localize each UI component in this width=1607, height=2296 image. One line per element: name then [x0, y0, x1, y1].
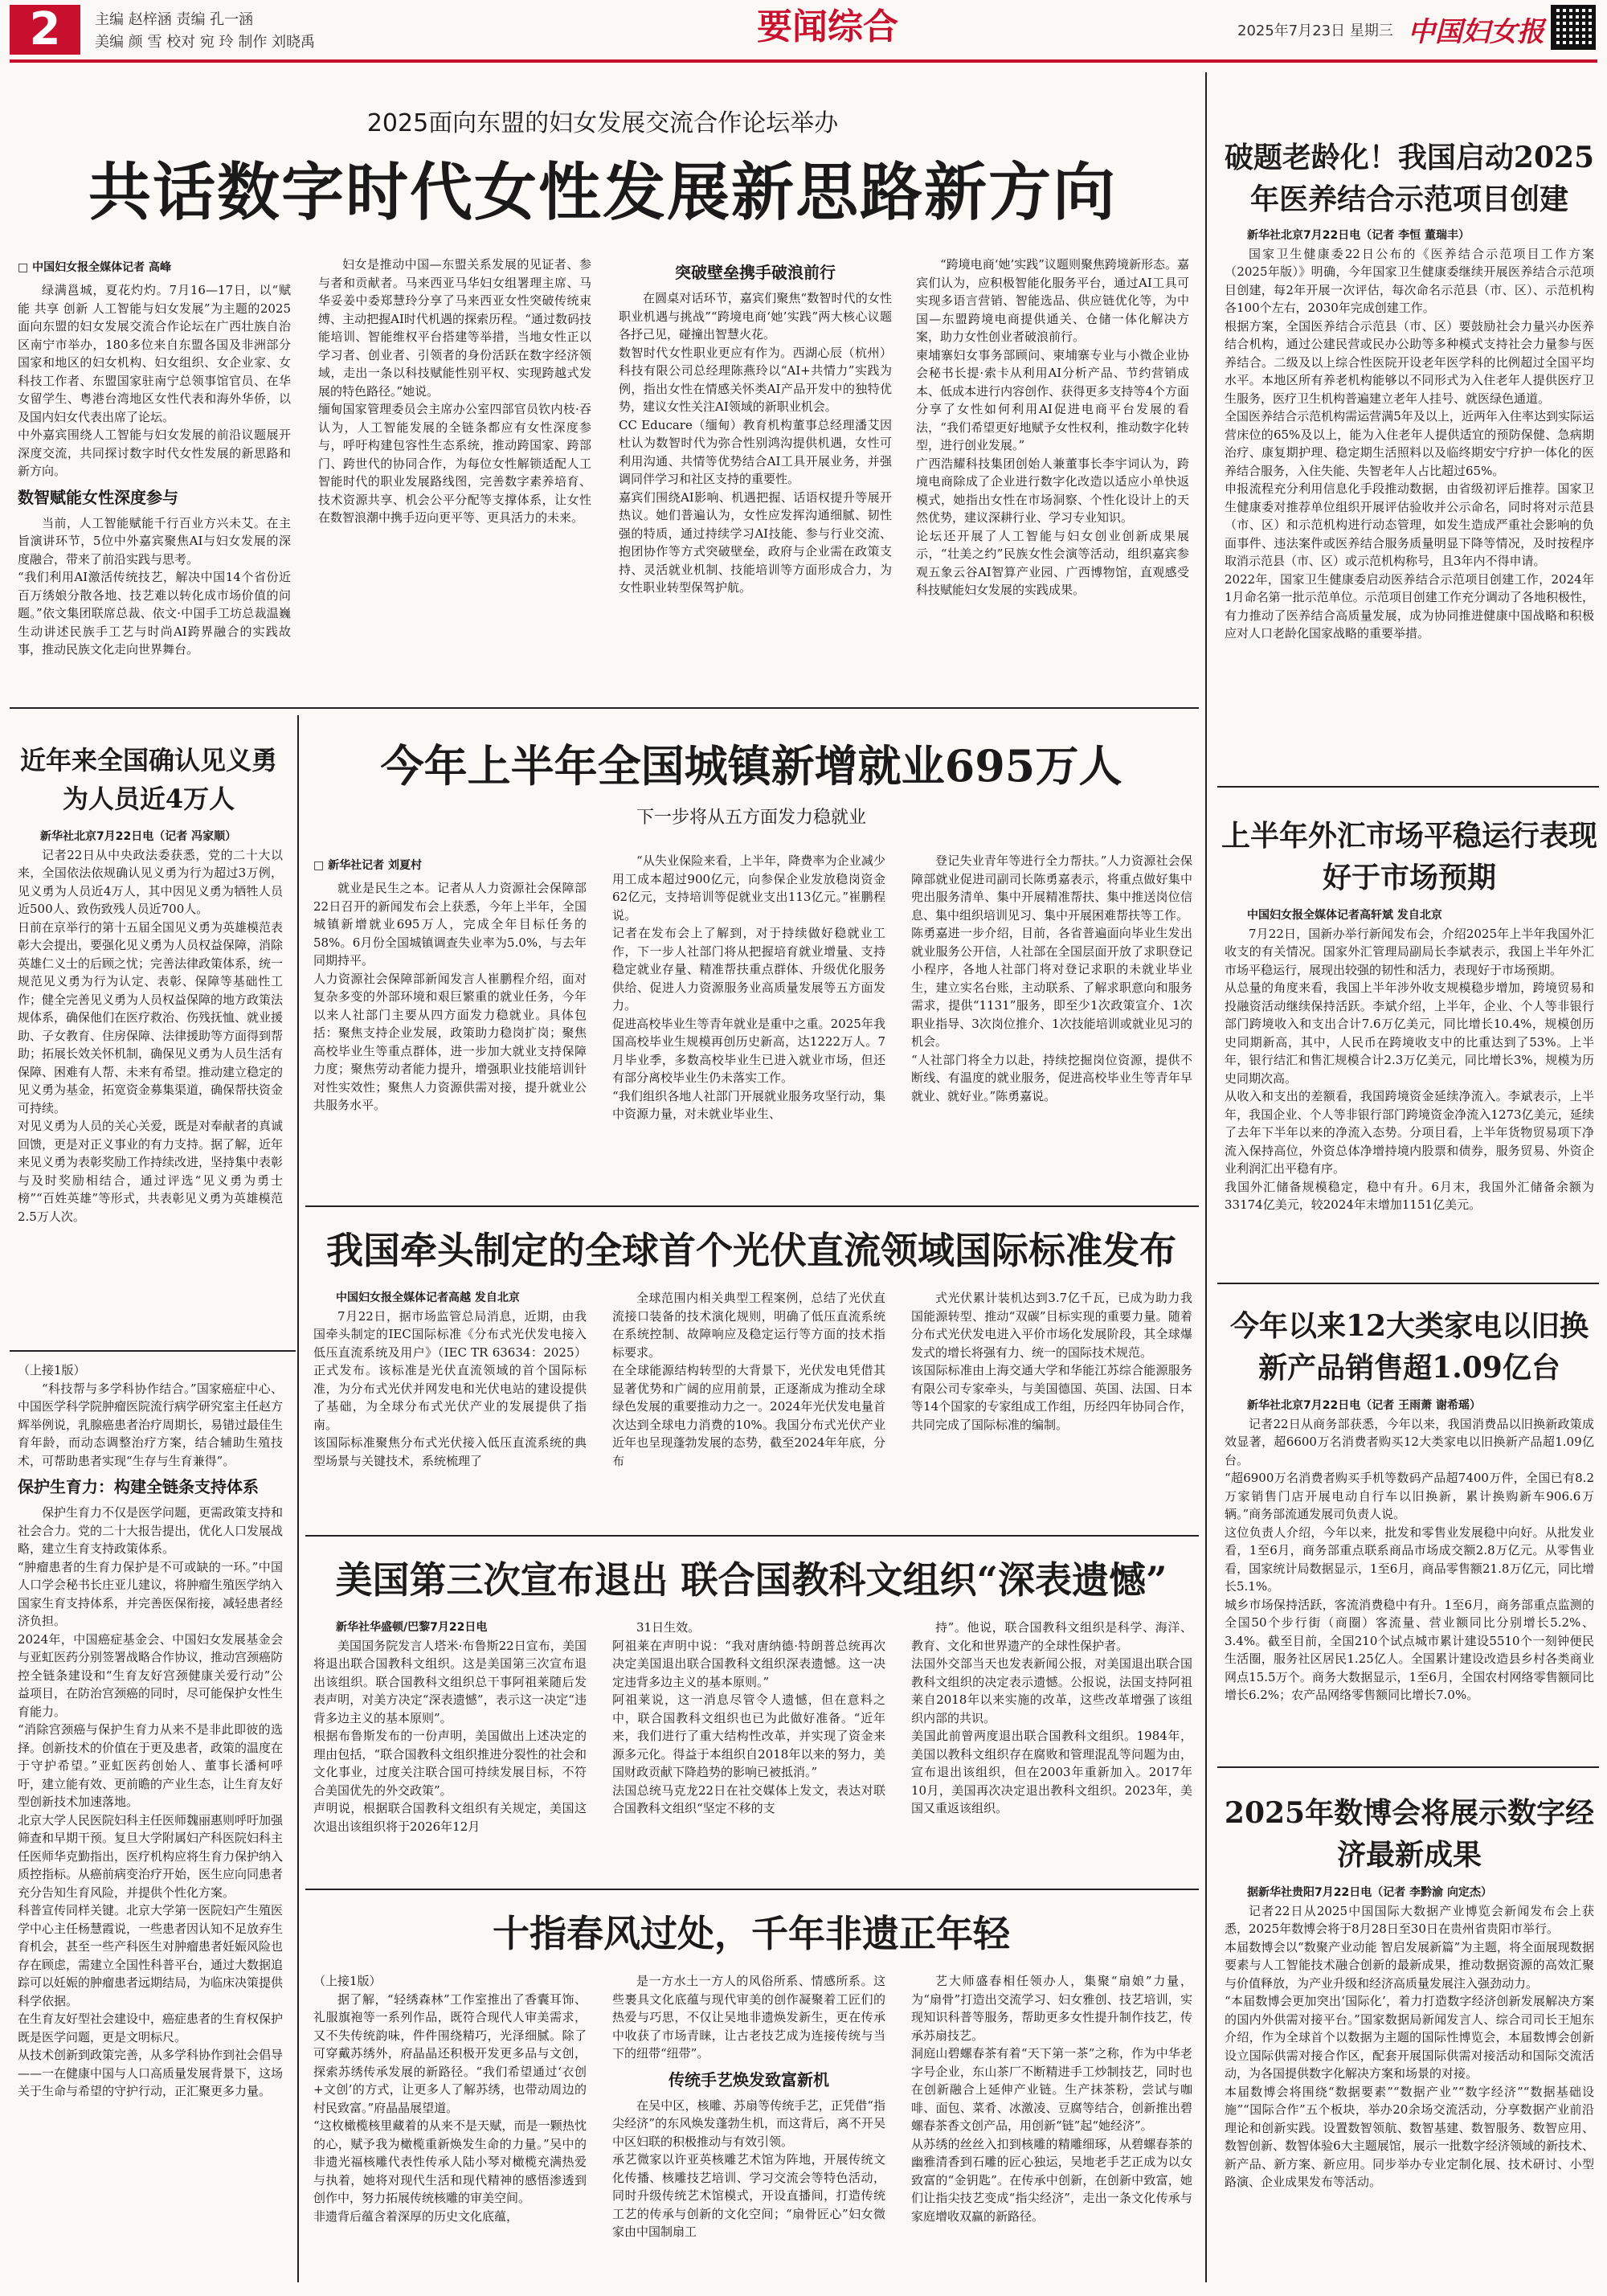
- appliances-byline: 新华社北京7月22日电（记者 王雨萧 谢希瑶）: [1247, 1399, 1481, 1412]
- qr-code-icon: [1551, 5, 1596, 50]
- right-divider-2: [1217, 1283, 1599, 1284]
- jobs-column-1: [313, 879, 587, 1199]
- left-top-divider: [10, 707, 1199, 709]
- heritage-col3-text: 艺大师盛春相任领办人，集聚“扇娘”力量，为“扇骨”打造出交流学习、妇女雅创、技艺培训，实现知识科普等服务，帮助更多女性提升制作技艺，传承苏扇技艺。 洞庭山碧螺春茶有着“天下第一茶”之称，作为中华老字号企业，东山茶厂不断精进手工炒制技艺，同时也在创新融合上延伸产业链。生产抹茶粉，尝试与咖啡、面包、菜肴、冰激凌、豆腐等结合，创新推出碧螺春茶香文创产品，用创新“链”起“她经济”。 从苏绣的丝丝入扣到核雕的精雕细琢，从碧螺春茶的幽雅清香到石雕的匠心独运，吴地老手艺正成为以女致富的“金钥匙”。在传承中创新，在创新中致富，她们让指尖技艺变成“指尖经济”，走出一条文化传承与家庭增收双赢的新路径。: [911, 1974, 1192, 2224]
- lead-col2-text: 妇女是推动中国—东盟关系发展的见证者、参与者和贡献者。马来西亚马华妇女组署理主席、马华妥姜中委郑慧玲分享了马来西亚女性突破传统束缚、主动把握AI时代机遇的探索历程。“通过数码技能培训、智能维权平台搭建等举措，当地女性正以学习者、创业者、引领者的身份活跃在数字经济领域，走出一条以科技赋能性别平权、实现跨越式发展的特色路径。”她说。 缅甸国家管理委员会主席办公室四部官员钦内枝·吞认为，人工智能发展的全链条都应有女性深度参与，呼吁构建包容性生态系统，推动跨国家、跨部门、跨世代的协同合作，为每位女性解锁适配人工智能时代的职业发展路线图，完善数字素养培育、技术资源共享、机会公平分配等支撑体系，让女性在数智浪潮中携手迈向更平等、更具活力的未来。: [318, 257, 591, 525]
- right1-body: [1225, 227, 1594, 741]
- heritage-subhead: 传统手艺焕发致富新机: [669, 2069, 829, 2089]
- page-number: 2: [10, 5, 80, 55]
- pv-col3-text: 式光伏累计装机达到3.7亿千瓦，已成为助力我国能源转型、推动“双碳”目标实现的重要力量。随着分布式光伏发电进入平价市场化发展阶段，其全球爆发式的增长将强有力、统一的国际技术规范。 该国际标准由上海交通大学和华能江苏综合能源服务有限公司专家牵头，与美国德国、英国、法国、日本等14个国家的专家组成工作组，历经四年协同合作，共同完成了国际标准的编制。: [911, 1291, 1192, 1432]
- forex-body: [1225, 907, 1594, 1276]
- left2-body: [18, 1361, 283, 2286]
- appliances-body: [1225, 1397, 1594, 1760]
- staff-line-1: 主编 赵梓涵 责编 孔一涵: [95, 11, 254, 28]
- forex-headline: 上半年外汇市场平稳运行表现好于市场预期: [1221, 819, 1598, 894]
- left-divider-v: [297, 715, 299, 2282]
- digital-text: 记者22日从2025中国国际大数据产业博览会新闻发布会上获悉，2025年数博会将于8月28日至30日在贵州省贵阳市举行。 本届数博会以“数聚产业动能 智启发展新篇”为主题，将全面展现数据要素与人工智能技术融合创新的最新成果，推动数据资源的高效汇聚与价值释放，为产业升级和经济高质量发展注入强劲动力。 “本届数博会更加突出‘国际化’，着力打造数字经济创新发展解决方案的国内外供需对接平台。”国家数据局新闻发言人、综合司司长王旭东介绍，作为全球首个以数据为主题的国际性博览会，本届数博会创新设立国际供需对接合作区，配套开展国际供需对接活动和国际交流活动，为各国提供数字化解决方案和场景的对接。 本届数博会将围绕“数据要素”“数据产业”“数字经济”“数据基础设施”“国际合作”五个板块，举办20余场交流活动，分享数据产业前沿理论和创新实践。设置数智领航、数智基建、数智服务、数智应用、数智创新、数智体验6大主题展馆，展示一批数字经济领域的新技术、新产品、新方案、新应用。同步举办专业定制化展、技术研讨、小型路演、企业成果发布等活动。: [1225, 1903, 1594, 2189]
- unesco-column-1: [313, 1619, 587, 1882]
- section-title: 要闻综合: [757, 6, 898, 47]
- jobs-column-3: [911, 852, 1192, 1199]
- jobs-col2-text: “从失业保险来看，上半年，降费率为企业减少用工成本超过900亿元，向参保企业发放稳岗资金62亿元，支持培训等促就业支出113亿元。”崔鹏程说。 记者在发布会上了解到，对于持续做好稳就业工作，下一步人社部门将从把握培育就业增量、支持稳定就业存量、精准帮扶重点群体、升级优化服务供给、促进人力资源服务业高质量发展等五方面发力。 促进高校毕业生等青年就业是重中之重。2025年我国高校毕业生规模再创历史新高，达1222万人。7月毕业季，多数高校毕业生已进入就业市场，但还有部分离校毕业生仍未落实工作。 “我们组织各地人社部门开展就业服务攻坚行动，集中资源力量，对未就业毕业生、: [612, 853, 885, 1121]
- heritage-headline: 十指春风过处，千年非遗正年轻: [493, 1912, 1010, 1955]
- unesco-headline: 美国第三次宣布退出 联合国教科文组织“深表遗憾”: [335, 1558, 1167, 1602]
- pv-column-1: [313, 1289, 587, 1530]
- forex-byline: 中国妇女报全媒体记者高轩斌 发自北京: [1247, 909, 1442, 922]
- jobs-byline: □ 新华社记者 刘夏村: [313, 859, 422, 872]
- lead-col1-text: 绿满邕城，夏花灼灼。7月16—17日，以“赋能 共享 创新 人工智能与妇女发展”为主题的2025面向东盟的妇女发展交流合作论坛在广西壮族自治区南宁市举办，180多位来自东盟各国及非洲部分国家和地区的妇女机构、妇女组织、女企业家、女科技工作者、东盟国家驻南宁总领事馆官员、在华女留学生、粤港台湾地区女性代表和海外华侨，以及国内妇女代表出席了论坛。 中外嘉宾围绕人工智能与妇女发展的前沿议题展开深度交流，共同探讨数字时代女性发展的新思路和新方向。: [18, 283, 291, 478]
- left2-continued: （上接1版）: [18, 1363, 86, 1377]
- pv-col1-text: 7月22日，据市场监管总局消息，近期，由我国牵头制定的IEC国际标准《分布式光伏发电接入低压直流系统及用户》（IEC TR 63634：2025）正式发布。该标准是光伏直流领域的首个国际标准，为分布式光伏并网发电和光伏电站的建设提供了基础，为全球分布式光伏产业的发展提供了指南。 该国际标准聚焦分布式光伏接入低压直流系统的典型场景与关键技术，系统梳理了: [313, 1308, 587, 1468]
- heritage-col2-text: 是一方水土一方人的风俗所系、情感所系。这些裹具文化底蕴与现代审美的创作凝聚着工匠们的热爱与巧思，不仅让吴地非遗焕发新生，更在传承中收获了市场青睐，让古老技艺成为连接传统与当下的纽带“纽带”。: [612, 1974, 885, 2061]
- left1-text: 记者22日从中央政法委获悉，党的二十大以来，全国依法依规确认见义勇为行为超过3万例，见义勇为人员近4万人，其中因见义勇为牺牲人员近500人、致伤致残人员近700人。 日前在京举行的第十五届全国见义勇为英雄模范表彰大会提出，要强化见义勇为人员权益保障，消除英雄仁义士的后顾之忧；完善法律政策体系，统一规范见义勇为行为认定、表彰、保障等基础性工作；健全完善见义勇为人员权益保障的地方政策法规体系，确保他们在医疗救治、伤残抚恤、就业援助、子女教育、住房保障、法律援助等方面得到帮助；拓展长效关怀机制，确保见义勇为人员生活有保障、困难有人帮、未来有希望。推动建立稳定的见义勇为基金，拓宽资金募集渠道，确保帮扶资金可持续。 对见义勇为人员的关心关爱，既是对奉献者的真诚回馈，更是对正义事业的有力支持。据了解，近年来见义勇为表彰奖励工作持续改进，坚持集中表彰与及时奖励相结合，通过评选“见义勇为勇士榜”“百姓英雄”等形式，共表彰见义勇为英雄模范2.5万人次。: [18, 847, 283, 1224]
- jobs-divider: [305, 1205, 1199, 1207]
- left1-body: [18, 828, 283, 1294]
- pv-column-3: [911, 1289, 1192, 1530]
- heritage-column-1: [313, 1972, 587, 2290]
- lead-col1b-text: 当前，人工智能赋能千行百业方兴未艾。在主旨演讲环节，5位中外嘉宾聚焦AI与妇女发展的深度融合，带来了前沿实践与思考。 “我们利用AI激活传统技艺，解决中国14个省份近百万绣娘分散各地、技艺难以转化成市场价值的问题。”依文集团联席总裁、依文·中国手工坊总裁温巍生动讲述民族手工艺与时尚AI跨界融合的实践故事，推动民族文化走向世界舞台。: [18, 515, 291, 657]
- issue-date: 2025年7月23日 星期三: [1237, 23, 1393, 39]
- digital-body: [1225, 1884, 1594, 2286]
- left1-byline: 新华社北京7月22日电（记者 冯家顺）: [40, 830, 237, 843]
- digital-byline: 据新华社贵阳7月22日电（记者 李黔渝 向定杰）: [1247, 1886, 1492, 1899]
- masthead-rule: [10, 59, 1597, 63]
- left-divider-2: [10, 1350, 296, 1352]
- heritage-col2b-text: 在吴中区，核雕、苏扇等传统手艺，正凭借“指尖经济”的东风焕发蓬勃生机，而这背后，离不开吴中区妇联的积极推动与有效引领。 承艺微家以许亚英核雕艺术馆为阵地，开展传统文化传播、核雕技艺培训、学习交流会等特色活动，同时升级传统艺术馆模式，开设直播间，打造传统工艺的传承与创新的文化空间；“扇骨匠心”妇女微家由中国制扇工: [612, 2098, 885, 2239]
- pv-headline: 我国牵头制定的全球首个光伏直流领域国际标准发布: [326, 1229, 1176, 1272]
- left2-subhead: 保护生育力：构建全链条支持体系: [18, 1477, 259, 1496]
- heritage-column-2: [612, 1972, 885, 2290]
- appliances-headline: 今年以来12大类家电以旧换新产品销售超1.09亿台: [1229, 1309, 1589, 1385]
- jobs-kicker: 下一步将从五方面发力稳就业: [636, 808, 866, 828]
- right1-headline: 破题老龄化！我国启动2025年医养结合示范项目创建: [1224, 141, 1595, 216]
- right1-byline: 新华社北京7月22日电（记者 李恒 董瑞丰）: [1247, 229, 1470, 242]
- unesco-col2-text: 31日生效。 阿祖莱在声明中说：“我对唐纳德·特朗普总统再次决定美国退出联合国教科文组织深表遗憾。这一决定违背多边主义的基本原则。” 阿祖莱说，这一消息尽管令人遗憾，但在意料之中，联合国教科文组织也已为此做好准备。“近年来，我们进行了重大结构性改革，并实现了资金来源多元化。得益于本组织自2018年以来的努力，美国财政贡献下降趋势的影响已被抵消。” 法国总统马克龙22日在社交媒体上发文，表达对联合国教科文组织“坚定不移的支: [612, 1620, 885, 1815]
- lead-col4-text: “跨境电商‘她’实践”议题则聚焦跨境新形态。嘉宾们认为，应积极智能化服务平台，通过AI工具可实现多语言营销、智能选品、供应链优化等，为中国—东盟跨境电商提供通关、仓储一体化解决方案，助力女性创业者破浪前行。 柬埔寨妇女事务部顾问、柬埔寨专业与小微企业协会秘书长提·索卡从利用AI分析产品、节约营销成本、低成本进行内容创作、获得更多支持等4个方面分享了女性如何利用AI促进电商平台发展的看法，“我们希望更好地赋予女性权利，推动数字化转型，进行创业发展。” 广西浩耀科技集团创始人兼董事长李宇词认为，跨境电商除成了企业进行数字化改造以适应小单快返模式，她指出女性在市场洞察、个性化设计上的天然优势，建议深耕行业、学习专业知识。 论坛还开展了人工智能与妇女创业创新成果展示，“壮美之约”民族女性会演等活动，组织嘉宾参观五象云谷AI智算产业园、广西博物馆，直观感受科技赋能妇女发展的实践成果。: [916, 257, 1189, 597]
- jobs-column-2: [612, 852, 885, 1199]
- right-divider-1: [1217, 786, 1599, 788]
- lead-subhead-1: 数智赋能女性深度参与: [18, 487, 178, 507]
- right-divider-3: [1217, 1766, 1599, 1768]
- unesco-col1-text: 美国国务院发言人塔米·布鲁斯22日宣布，美国将退出联合国教科文组织。这是美国第三次宣布退出该组织。联合国教科文组织总干事阿祖莱随后发表声明，对美方决定“深表遗憾”，表示这一决定“违背多边主义的基本原则”。 根据布鲁斯发布的一份声明，美国做出上述决定的理由包括，“联合国教科文组织推进分裂性的社会和文化事业，过度关注联合国可持续发展目标，不符合美国优先的外交政策”。 声明说，根据联合国教科文组织有关规定，美国这次退出该组织将于2026年12月: [313, 1638, 587, 1834]
- right1-text: 国家卫生健康委22日公布的《医养结合示范项目工作方案（2025年版）》明确，今年国家卫生健康委继续开展医养结合示范项目创建，每2年开展一次评估，每次命名示范县（市、区）、示范机构各100个左右，2030年完成创建工作。 根据方案，全国医养结合示范县（市、区）要鼓励社会力量兴办医养结合机构，通过公建民营或民办公助等多种模式支持社会力量参与医养结合。二级及以上综合性医院开设老年医学科的比例超过全国平均水平。本地区所有养老机构能够以不同形式为入住老年人提供医疗卫生服务，医疗卫生机构普遍建立老年人挂号、就医绿色通道。 全国医养结合示范机构需运营满5年及以上，近两年入住率达到实际运营床位的65%及以上，能为入住老年人提供适宜的预防保健、急病期治疗、康复期护理、稳定期生活照料以及临终期安宁疗护一体化的医养结合服务，入住失能、失智老年人占比超过65%。 申报流程充分利用信息化手段推动数据，由省级初评后推荐。国家卫生健康委对推荐单位组织开展评估验收并公示命名，同时将对示范县（市、区）和示范机构进行动态管理，如发生造成严重社会影响的负面事件、违法案件或医养结合服务质量明显下降等情况，及时按程序取消示范县（市、区）或示范机构称号，且3年内不得申请。 2022年，国家卫生健康委启动医养结合示范项目创建工作，2024年1月命名第一批示范单位。示范项目创建工作充分调动了各地积极性，有力推动了医养结合高质量发展，成为协同推进健康中国战略和积极应对人口老龄化国家战略的重要举措。: [1225, 246, 1594, 641]
- lead-column-4: [916, 256, 1189, 699]
- unesco-col3-text: 持”。他说，联合国教科文组织是科学、海洋、教育、文化和世界遗产的全球性保护者。 法国外交部当天也发表新闻公报，对美国退出联合国教科文组织的决定表示遗憾。公报说，法国支持阿祖莱自2018年以来实施的改革，这些改革增强了该组织内部的共识。 美国此前曾两度退出联合国教科文组织。1984年，美国以教科文组织存在腐败和管理混乱等问题为由，宣布退出该组织，但在2003年重新加入。2017年10月，美国再次决定退出教科文组织。2023年，美国又重返该组织。: [911, 1620, 1192, 1815]
- unesco-divider: [305, 1889, 1199, 1890]
- lead-byline: □ 中国妇女报全媒体记者 高峰: [18, 261, 171, 274]
- lead-subhead-2: 突破壁垒携手破浪前行: [675, 263, 836, 282]
- lead-column-2: [318, 256, 591, 699]
- lead-column-3: [619, 256, 892, 699]
- unesco-column-2: [612, 1619, 885, 1882]
- left2-text-2: 保护生育力不仅是医学问题，更需政策支持和社会合力。党的二十大报告提出，优化人口发展战略，建立生育支持政策体系。 “肿瘤患者的生育力保护是不可或缺的一环。”中国人口学会秘书长庄亚儿建议，将肿瘤生殖医学纳入国家生育支持体系，并完善医保衔接，减轻患者经济负担。 2024年，中国癌症基金会、中国妇女发展基金会与亚虹医药分别签署战略合作协议，推动宫颈癌防控全链条建设和“生育友好宫颈健康关爱行动”公益项目，在防治宫颈癌的同时，尽可能保护女性生育能力。 “消除宫颈癌与保护生育力从来不是非此即彼的选择。创新技术的价值在于更及患者，政策的温度在于守护希望。”亚虹医药创始人、董事长潘柯呼吁，建立能有效、更前瞻的产业生态，让生育友好型创新技术加速落地。 北京大学人民医院妇科主任医师魏丽惠则呼吁加强筛查和早期干预。复旦大学附属妇产科医院妇科主任医师华克勤指出，医疗机构应将生育力保护纳入质控指标。从癌前病变治疗开始，医生应向同患者充分告知生育风险，并提供个性化方案。 科普宣传同样关键。北京大学第一医院妇产生殖医学中心主任杨慧霞说，一些患者因认知不足放弃生育机会，甚至一些产科医生对肿瘤患者妊娠风险也存在顾虑，需建立全国性科普平台，通过大数据追踪可以妊娠的肿瘤患者远期结局，为临床决策提供科学依据。 在生育友好型社会建设中，癌症患者的生育权保护既是医学问题，更是文明标尺。 从技术创新到政策完善，从多学科协作到社会倡导——一在健康中国与人口高质量发展背景下，这场关于生命与希望的守护行动，正汇聚更多力量。: [18, 1505, 283, 2098]
- appliances-text: 记者22日从商务部获悉，今年以来，我国消费品以旧换新政策成效显著，超6600万名消费者购买12大类家电以旧换新产品超1.09亿台。 “超6900万名消费者购买手机等数码产品超7400万件，全国已有8.2万家销售门店开展电动自行车以旧换新，累计换购新车906.6万辆。”商务部流通发展司负责人说。 这位负责人介绍，今年以来，批发和零售业发展稳中向好。从批发业看，1至6月，商务部重点联系商品市场成交额2.8万亿元。从零售业看，国家统计局数据显示，1至6月，商品零售额21.8万亿元，同比增长5.1%。 城乡市场保持活跃，客流消费稳中有升。1至6月，商务部重点监测的全国50个步行街（商圈）客流量、营业额同比分别增长5.2%、3.4%。截至目前，全国210个试点城市累计建设5510个一刻钟便民生活圈，服务社区居民1.25亿人。全国累计建设改造县乡村各类商业网点15.5万个。商务大数据显示，1至6月，全国农村网络零售额同比增长6.2%；农产品网络零售额同比增长7.0%。: [1225, 1416, 1594, 1702]
- lead-headline: 共话数字时代女性发展新思路新方向: [88, 156, 1117, 229]
- unesco-byline: 新华社华盛顿/巴黎7月22日电: [336, 1621, 488, 1634]
- jobs-headline: 今年上半年全国城镇新增就业695万人: [380, 740, 1122, 792]
- lead-column-1: [18, 281, 291, 699]
- left1-headline: 近年来全国确认见义勇为人员近4万人: [19, 745, 277, 814]
- pv-column-2: [612, 1289, 885, 1530]
- jobs-col3-text: 登记失业青年等进行全力帮扶。”人力资源社会保障部就业促进司副司长陈勇嘉表示，将重点做好集中兜出服务清单、集中开展精准帮扶、集中推送岗位信息、集中组织培训见习、集中开展困难帮扶等工作。 陈勇嘉进一步介绍，目前，各省普遍面向毕业生发出就业服务公开信，人社部在全国层面开放了求职登记小程序，各地人社部门将对登记求职的未就业毕业生，建立实名台账，主动联系、了解求职意向和服务需求，提供“1131”服务，即至少1次政策宣介、1次职业指导、3次岗位推介、1次技能培训或就业见习的机会。 “人社部门将全力以赴，持续挖掘岗位资源，提供不断线、有温度的就业服务，促进高校毕业生等青年早就业、就好业。”陈勇嘉说。: [911, 853, 1192, 1103]
- heritage-col1-text: 据了解，“轻绣森林”工作室推出了香囊耳饰、礼服旗袍等一系列作品，既符合现代人审美需求，又不失传统韵味，件件围绕精巧，光泽细腻。除了可穿戴苏绣外，府晶晶还积极开发更多品与文创，探索苏绣传承发展的新路径。“我们希望通过‘衣创+文创’的方式，让更多人了解苏绣，也带动周边的村民致富。”府晶晶展望道。 “这枚橄榄核里藏着的从来不是天赋，而是一颗热忱的心，赋予我为橄榄重新焕发生命的力量。”吴中的非遗光福核雕代表性传承人陆小琴对橄榄充满热爱与执着，她将对现代生活和现代精神的感悟渗透到创作中，努力拓展传统核雕的审美空间。 非遗背后蕴含着深厚的历史文化底蕴，: [313, 1991, 587, 2224]
- digital-headline: 2025年数博会将展示数字经济最新成果: [1224, 1796, 1595, 1872]
- left2-text-1: “科技帮与多学科协作结合。”国家癌症中心、中国医学科学院肿瘤医院流行病学研究室主任赵方辉举例说，乳腺癌患者治疗周期长，易错过最佳生育年龄，而动态调整治疗方案，结合辅助生殖技术，可帮助患者实现“生存与生育兼得”。: [18, 1381, 283, 1468]
- heritage-column-3: [911, 1972, 1192, 2290]
- forex-text: 7月22日，国新办举行新闻发布会，介绍2025年上半年我国外汇收支的有关情况。国家外汇管理局副局长李斌表示，我国上半年外汇市场平稳运行，展现出较强的韧性和活力，表现好于市场预期。 从总量的角度来看，我国上半年涉外收支规模稳步增加，跨境贸易和投融资活动继续保持活跃。李斌介绍，上半年，企业、个人等非银行部门跨境收入和支出合计7.6万亿美元，同比增长10.4%，规模创历史同期新高，其中，人民币在跨境收支中的比重达到了53%。上半年，银行结汇和售汇规模合计2.3万亿美元，同比增长3%，规模为历史同期次高。 从收入和支出的差额看，我国跨境资金延续净流入。李斌表示，上半年，我国企业、个人等非银行部门跨境资金净流入1273亿美元，延续了去年下半年以来的净流入态势。分项目看，上半年货物贸易项下净流入保持高位，外资总体净增持境内股票和债券，服务贸易、外资企业利润汇出平稳有序。 我国外汇储备规模稳定，稳中有升。6月末，我国外汇储备余额为33174亿美元，较2024年末增加1151亿美元。: [1225, 926, 1594, 1212]
- vertical-divider-right: [1205, 72, 1207, 2282]
- staff-line-2: 美编 颜 雪 校对 宛 玲 制作 刘晓禹: [95, 34, 316, 51]
- paper-logo: 中国妇女报: [1408, 16, 1544, 48]
- pv-byline: 中国妇女报全媒体记者高越 发自北京: [336, 1291, 520, 1304]
- jobs-col1-text: 就业是民生之本。记者从人力资源社会保障部22日召开的新闻发布会上获悉，今年上半年，全国城镇新增就业695万人，完成全年目标任务的58%。6月份全国城镇调查失业率为5.0%，与去年同期持平。 人力资源社会保障部新闻发言人崔鹏程介绍，面对复杂多变的外部环境和艰巨繁重的就业任务，今年以来人社部门主要从四方面发力稳就业。具体包括：聚焦支持企业发展，政策助力稳岗扩岗；聚焦高校毕业生等重点群体，进一步加大就业支持保障力度；聚焦劳动者能力提升，增强职业技能培训针对性实效性；聚焦人力资源供需对接，提升就业公共服务水平。: [313, 881, 587, 1112]
- pv-col2-text: 全球范围内相关典型工程案例，总结了光伏直流接口装备的技术演化规则，明确了低压直流系统在系统控制、故障响应及稳定运行等方面的技术指标要求。 在全球能源结构转型的大背景下，光伏发电凭借其显著优势和广阔的应用前景，正逐渐成为推动全球绿色发展的重要推动力之一。2024年光伏发电量首次达到全球电力消费的10%。我国分布式光伏产业近年也呈现蓬勃发展的态势，截至2024年年底，分布: [612, 1291, 885, 1468]
- unesco-column-3: [911, 1619, 1192, 1882]
- heritage-continued: （上接1版）: [313, 1974, 382, 1988]
- pv-divider: [305, 1535, 1199, 1537]
- lead-col3-text: 在圆桌对话环节，嘉宾们聚焦“数智时代的女性职业机遇与挑战”“跨境电商‘她’实践”两大核心议题各抒己见，碰撞出智慧火花。 数智时代女性职业更应有作为。西湖心辰（杭州）科技有限公司总经理陈燕玲以“AI+共情力”实践为例，指出女性在情感关怀类AI产品开发中的独特优势，建议女性关注AI领域的新职业机会。 CC Educare（缅甸）教育机构董事总经理潘艾因杜认为数智时代为弥合性别鸿沟提供机遇，女性可利用沟通、共情等优势结合AI工具开展业务，并强调同伴学习和社区支持的重要性。 嘉宾们围绕AI影响、机遇把握、话语权提升等展开热议。她们普遍认为，女性应发挥沟通细腻、韧性强的特质，通过持续学习AI技能、参与行业交流、抱团协作等方式突破壁垒，政府与企业需在政策支持、灵活就业机制、技能培训等方面形成合力，为女性职业转型保驾护航。: [619, 291, 892, 595]
- lead-kicker: 2025面向东盟的妇女发展交流合作论坛举办: [366, 109, 839, 137]
